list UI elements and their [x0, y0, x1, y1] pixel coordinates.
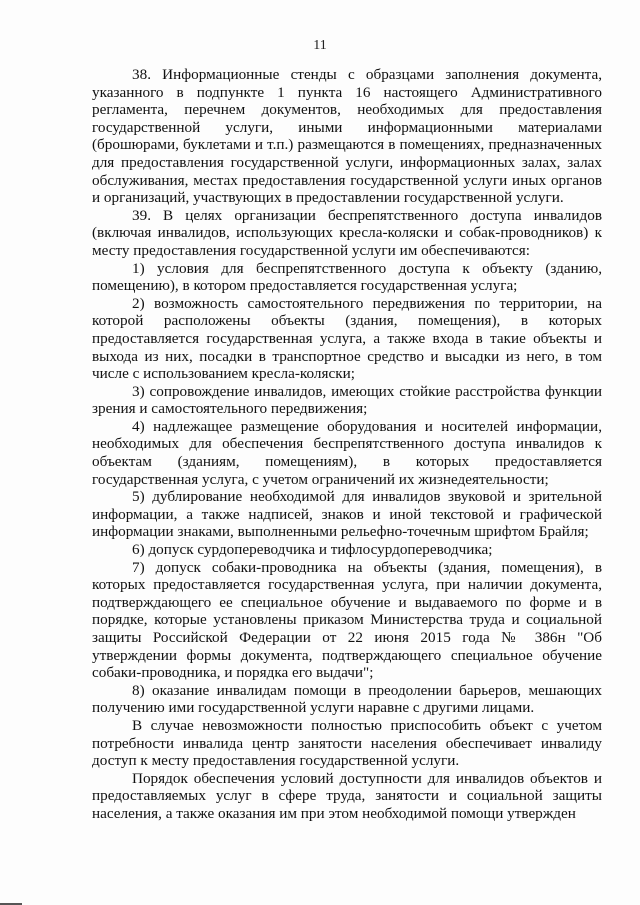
- list-item-8: 8) оказание инвалидам помощи в преодолении барьеров, мешающих получению ими государственной услуги наравне с другими лицами.: [92, 681, 602, 717]
- paragraph-procedure: Порядок обеспечения условий доступности для инвалидов объектов и предоставляемых услуг в сфере труда, занятости и социальной защиты населения, а также оказания им при этом необходимой помощи утвержден: [92, 769, 602, 822]
- document-body: [92, 66, 602, 823]
- paragraph-38: 38. Информационные стенды с образцами заполнения документа, указанного в подпункте 1 пункта 16 настоящего Административного регламента, перечнем документов, необходимых для предоставления государственной услуги, иными информационными материалами (брошюрами, буклетами и т.п.) размещаются в помещениях, предназначенных для предоставления государственной услуги, информационных залах, залах обслуживания, местах предоставления государственной услуги иных органов и организаций, участвующих в предоставлении государственной услуги.: [92, 66, 602, 207]
- paragraph-impossibility: В случае невозможности полностью приспособить объект с учетом потребности инвалида центр занятости населения обеспечивает инвалиду доступ к месту предоставления государственной услуги.: [92, 716, 602, 770]
- paragraph-39: 39. В целях организации беспрепятственного доступа инвалидов (включая инвалидов, использующих кресла-коляски и собак-проводников) к месту предоставления государственной услуги им обеспечиваются:: [92, 206, 602, 259]
- list-item-1: 1) условия для беспрепятственного доступа к объекту (зданию, помещению), в котором предоставляется государственная услуга;: [92, 259, 602, 295]
- list-item-2: 2) возможность самостоятельного передвижения по территории, на которой расположены объекты (здания, помещения), в которых предоставляется государственная услуга, а также входа в такие объекты и выхода из них, посадки в транспортное средство и высадки из него, в том числе с использованием кресла-коляски;: [92, 294, 602, 383]
- list-item-7: 7) допуск собаки-проводника на объекты (здания, помещения), в которых предоставляется государственная услуга, при наличии документа, подтверждающего ее специальное обучение и выдаваемого по форме и в порядке, которые установлены приказом Министерства труда и социальной защиты Российской Федерации от 22 июня 2015 года № 386н "Об утверждении формы документа, подтверждающего специальное обучение собаки-проводника, и порядка его выдачи";: [92, 558, 602, 682]
- page-number: 11: [313, 38, 327, 53]
- list-item-3: 3) сопровождение инвалидов, имеющих стойкие расстройства функции зрения и самостоятельного передвижения;: [92, 382, 602, 418]
- list-item-5: 5) дублирование необходимой для инвалидов звуковой и зрительной информации, а также надписей, знаков и иной текстовой и графической информации знаками, выполненными рельефно-точечным шрифтом Брайля;: [92, 488, 602, 541]
- list-item-4: 4) надлежащее размещение оборудования и носителей информации, необходимых для обеспечения беспрепятственного доступа инвалидов к объектам (зданиям, помещениям), в которых предоставляется государственная услуга, с учетом ограничений их жизнедеятельности;: [92, 417, 602, 488]
- list-item-6: 6) допуск сурдопереводчика и тифлосурдопереводчика;: [132, 541, 493, 559]
